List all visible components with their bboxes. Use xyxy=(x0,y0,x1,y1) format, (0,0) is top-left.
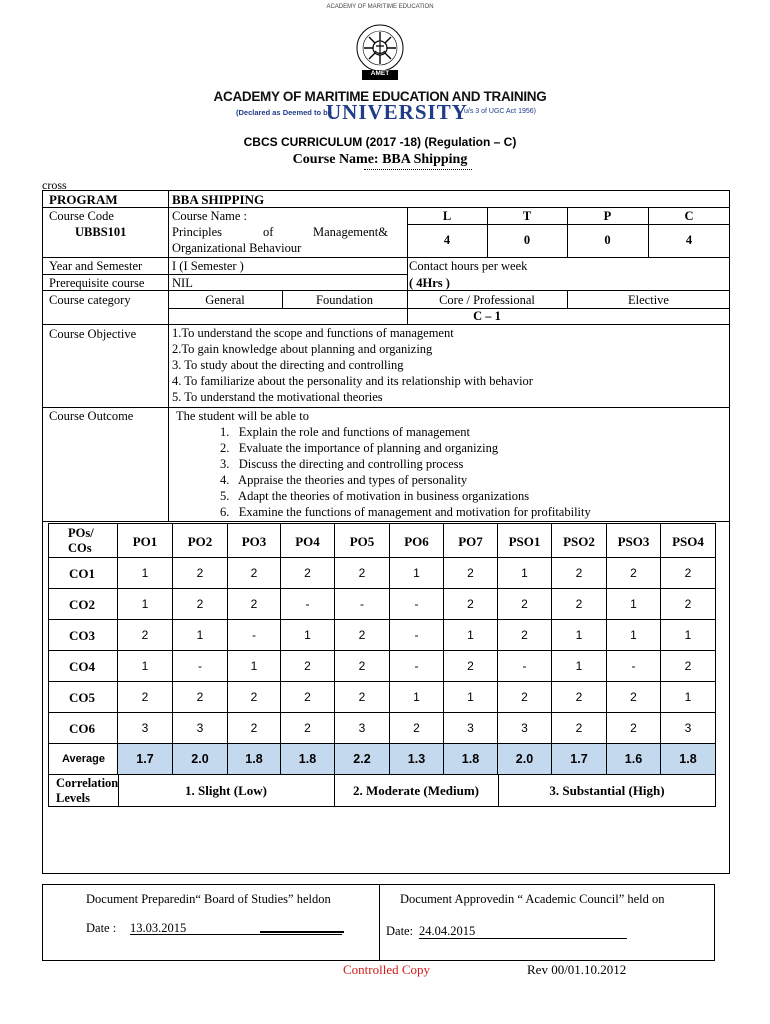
mapping-cell: - xyxy=(228,620,281,651)
declared-text: (Declared as Deemed to be xyxy=(236,108,332,117)
course-name-word-3: Management& xyxy=(313,225,388,239)
co-label-co5: CO5 xyxy=(48,682,118,713)
prepared-text: Document Preparedin“ Board of Studies” heldon xyxy=(86,892,331,906)
average-cell: 1.8 xyxy=(661,744,716,775)
category-foundation: Foundation xyxy=(316,293,373,307)
column-header-po5: PO5 xyxy=(335,523,390,558)
mapping-cell: 2 xyxy=(498,682,552,713)
course-name-title: Course Name: BBA Shipping xyxy=(292,152,468,167)
mapping-cell: 2 xyxy=(173,682,228,713)
course-name-line-2: Organizational Behaviour xyxy=(172,241,302,255)
co-label-co3: CO3 xyxy=(48,620,118,651)
outcome-label: Course Outcome xyxy=(49,409,134,423)
correlation-label-1: Correlation xyxy=(56,776,119,790)
column-header-pso3: PSO3 xyxy=(607,523,661,558)
correlation-level: 2. Moderate (Medium) xyxy=(353,783,479,798)
mapping-cell: 1 xyxy=(607,589,661,620)
outcome-item: 4. Appraise the theories and types of personality xyxy=(220,473,468,487)
course-code-label: Course Code xyxy=(49,209,114,223)
mapping-cell: 2 xyxy=(607,682,661,713)
mapping-cell: 3 xyxy=(118,713,173,744)
university-wordmark: UNIVERSITY xyxy=(326,100,468,124)
mapping-cell: 2 xyxy=(228,558,281,589)
mapping-cell: - xyxy=(173,651,228,682)
approved-text: Document Approvedin “ Academic Council” held on xyxy=(400,892,665,906)
mapping-cell: 1 xyxy=(118,589,173,620)
average-cell: 2.2 xyxy=(335,744,390,775)
column-header-pso2: PSO2 xyxy=(552,523,607,558)
institution-name: ACADEMY OF MARITIME EDUCATION AND TRAINING xyxy=(213,89,547,104)
mapping-cell: 3 xyxy=(173,713,228,744)
mapping-cell: 1 xyxy=(228,651,281,682)
correlation-level: 3. Substantial (High) xyxy=(549,783,665,798)
average-cell: 1.3 xyxy=(390,744,444,775)
program-value: BBA SHIPPING xyxy=(172,192,265,207)
average-cell: 2.0 xyxy=(498,744,552,775)
co-label-co6: CO6 xyxy=(48,713,118,744)
outcome-item: 1. Explain the role and functions of management xyxy=(220,425,470,439)
mapping-cell: 2 xyxy=(281,713,335,744)
mapping-cell: - xyxy=(390,589,444,620)
mapping-cell: - xyxy=(390,651,444,682)
ltpc-value-p: 0 xyxy=(604,233,611,247)
mapping-cell: - xyxy=(335,589,390,620)
course-name-word-1: Principles xyxy=(172,225,222,239)
category-core: Core / Professional xyxy=(439,293,535,307)
mapping-cell: 2 xyxy=(335,682,390,713)
ltpc-header-c: C xyxy=(684,209,694,223)
mapping-cell: 2 xyxy=(173,558,228,589)
mapping-cell: 1 xyxy=(118,651,173,682)
average-cell: 1.7 xyxy=(118,744,173,775)
mapping-cell: 2 xyxy=(444,589,498,620)
mapping-cell: - xyxy=(607,651,661,682)
ltpc-value-t: 0 xyxy=(523,233,531,247)
outcome-item: 5. Adapt the theories of motivation in business organizations xyxy=(220,489,530,503)
co-label-co1: CO1 xyxy=(48,558,118,589)
mapping-cell: 3 xyxy=(661,713,716,744)
co-label-co2: CO2 xyxy=(48,589,118,620)
mapping-cell: 1 xyxy=(498,558,552,589)
outcome-intro: The student will be able to xyxy=(176,409,309,423)
contact-hours-value: ( 4Hrs ) xyxy=(409,276,450,290)
column-header-po3: PO3 xyxy=(228,523,281,558)
mapping-cell: 2 xyxy=(228,589,281,620)
mapping-cell: 2 xyxy=(281,651,335,682)
mapping-cell: 1 xyxy=(607,620,661,651)
mapping-cell: 2 xyxy=(118,682,173,713)
mapping-cell: 2 xyxy=(228,682,281,713)
average-cell: 1.8 xyxy=(281,744,335,775)
mapping-cell: 2 xyxy=(607,558,661,589)
mapping-cell: 1 xyxy=(552,620,607,651)
prerequisite-value: NIL xyxy=(172,276,193,290)
mapping-cell: 1 xyxy=(444,682,498,713)
mapping-cell: 2 xyxy=(390,713,444,744)
mapping-cell: 2 xyxy=(498,589,552,620)
mapping-cell: 2 xyxy=(661,651,716,682)
ltpc-header-t: T xyxy=(522,209,532,223)
controlled-copy-label: Controlled Copy xyxy=(343,962,431,977)
mapping-cell: 2 xyxy=(281,558,335,589)
average-label: Average xyxy=(48,744,118,775)
ltpc-value-l: 4 xyxy=(443,233,451,247)
column-header-po2: PO2 xyxy=(173,523,228,558)
co-label-co4: CO4 xyxy=(48,651,118,682)
mapping-cell: 2 xyxy=(173,589,228,620)
column-header-pso1: PSO1 xyxy=(498,523,552,558)
mapping-cell: 1 xyxy=(281,620,335,651)
average-cell: 1.8 xyxy=(444,744,498,775)
course-name-word-2: of xyxy=(263,225,274,239)
mapping-cell: 1 xyxy=(661,682,716,713)
prepared-date-label: Date : xyxy=(86,921,117,935)
mapping-cell: 3 xyxy=(498,713,552,744)
mapping-cell: 1 xyxy=(661,620,716,651)
course-code-value: UBBS101 xyxy=(75,225,127,239)
category-label: Course category xyxy=(49,293,131,307)
title-dotted-underline xyxy=(364,169,472,170)
mapping-cell: 2 xyxy=(281,682,335,713)
outcome-item: 6. Examine the functions of management and motivation for profitability xyxy=(220,505,591,519)
mapping-cell: - xyxy=(281,589,335,620)
mapping-cell: 1 xyxy=(390,558,444,589)
objective-label: Course Objective xyxy=(49,327,137,341)
mapping-cell: 2 xyxy=(552,682,607,713)
mapping-cell: 2 xyxy=(552,589,607,620)
ltpc-header-p: P xyxy=(603,209,612,223)
objective-item: 2.To gain knowledge about planning and organizing xyxy=(172,342,433,356)
mapping-cell: 2 xyxy=(444,558,498,589)
ltpc-value-c: 4 xyxy=(685,233,693,247)
mapping-cell: 2 xyxy=(228,713,281,744)
prepared-date: 13.03.2015 xyxy=(130,921,187,935)
approved-date: 24.04.2015 xyxy=(419,924,476,938)
column-header-pso4: PSO4 xyxy=(661,523,716,558)
revision-label: Rev 00/01.10.2012 xyxy=(527,962,627,977)
logo-badge: AMET xyxy=(370,70,390,77)
mapping-cell: 2 xyxy=(552,713,607,744)
mapping-cell: - xyxy=(498,651,552,682)
objective-item: 4. To familiarize about the personality and its relationship with behavior xyxy=(172,374,533,388)
program-label: PROGRAM xyxy=(49,192,118,207)
column-header-po4: PO4 xyxy=(281,523,335,558)
ugc-act-text: u/s 3 of UGC Act 1956) xyxy=(464,108,536,115)
mapping-cell: 2 xyxy=(444,651,498,682)
category-selected: C – 1 xyxy=(473,309,501,323)
mapping-cell: 2 xyxy=(661,558,716,589)
mapping-cell: 3 xyxy=(335,713,390,744)
mapping-cell: 2 xyxy=(498,620,552,651)
average-cell: 1.7 xyxy=(552,744,607,775)
course-name-label: Course Name : xyxy=(172,209,247,223)
year-semester-label: Year and Semester xyxy=(49,259,143,273)
mapping-cell: 1 xyxy=(390,682,444,713)
year-semester-value: I (I Semester ) xyxy=(172,259,244,273)
mapping-cell: 3 xyxy=(444,713,498,744)
corner-top: POs/ xyxy=(68,526,94,540)
category-elective: Elective xyxy=(628,293,669,307)
average-cell: 1.6 xyxy=(607,744,661,775)
mapping-cell: 1 xyxy=(118,558,173,589)
objective-item: 5. To understand the motivational theories xyxy=(172,390,383,404)
mapping-cell: 2 xyxy=(552,558,607,589)
contact-hours-label: Contact hours per week xyxy=(409,259,528,273)
column-header-po1: PO1 xyxy=(118,523,173,558)
average-cell: 2.0 xyxy=(173,744,228,775)
mapping-cell: - xyxy=(390,620,444,651)
mapping-cell: 1 xyxy=(552,651,607,682)
column-header-po6: PO6 xyxy=(390,523,444,558)
logo-ring-text: ACADEMY OF MARITIME EDUCATION xyxy=(326,4,434,10)
corner-bottom: COs xyxy=(68,541,92,555)
mapping-cell: 2 xyxy=(661,589,716,620)
average-cell: 1.8 xyxy=(228,744,281,775)
stray-text: cross xyxy=(42,178,67,192)
mapping-cell: 2 xyxy=(335,651,390,682)
mapping-cell: 1 xyxy=(444,620,498,651)
correlation-level: 1. Slight (Low) xyxy=(185,783,267,798)
mapping-cell: 2 xyxy=(607,713,661,744)
mapping-cell: 2 xyxy=(335,558,390,589)
objective-item: 1.To understand the scope and functions of management xyxy=(172,326,454,340)
mapping-cell: 2 xyxy=(118,620,173,651)
outcome-item: 3. Discuss the directing and controlling process xyxy=(220,457,464,471)
prerequisite-label: Prerequisite course xyxy=(49,276,145,290)
outcome-item: 2. Evaluate the importance of planning and organizing xyxy=(220,441,499,455)
ltpc-header-l: L xyxy=(442,209,452,223)
approved-date-label: Date: xyxy=(386,924,414,938)
column-header-po7: PO7 xyxy=(444,523,498,558)
mapping-cell: 1 xyxy=(173,620,228,651)
correlation-label-2: Levels xyxy=(56,791,91,805)
category-general: General xyxy=(205,293,245,307)
curriculum-title: CBCS CURRICULUM (2017 -18) (Regulation – C) xyxy=(243,135,517,149)
mapping-cell: 2 xyxy=(335,620,390,651)
objective-item: 3. To study about the directing and controlling xyxy=(172,358,404,372)
